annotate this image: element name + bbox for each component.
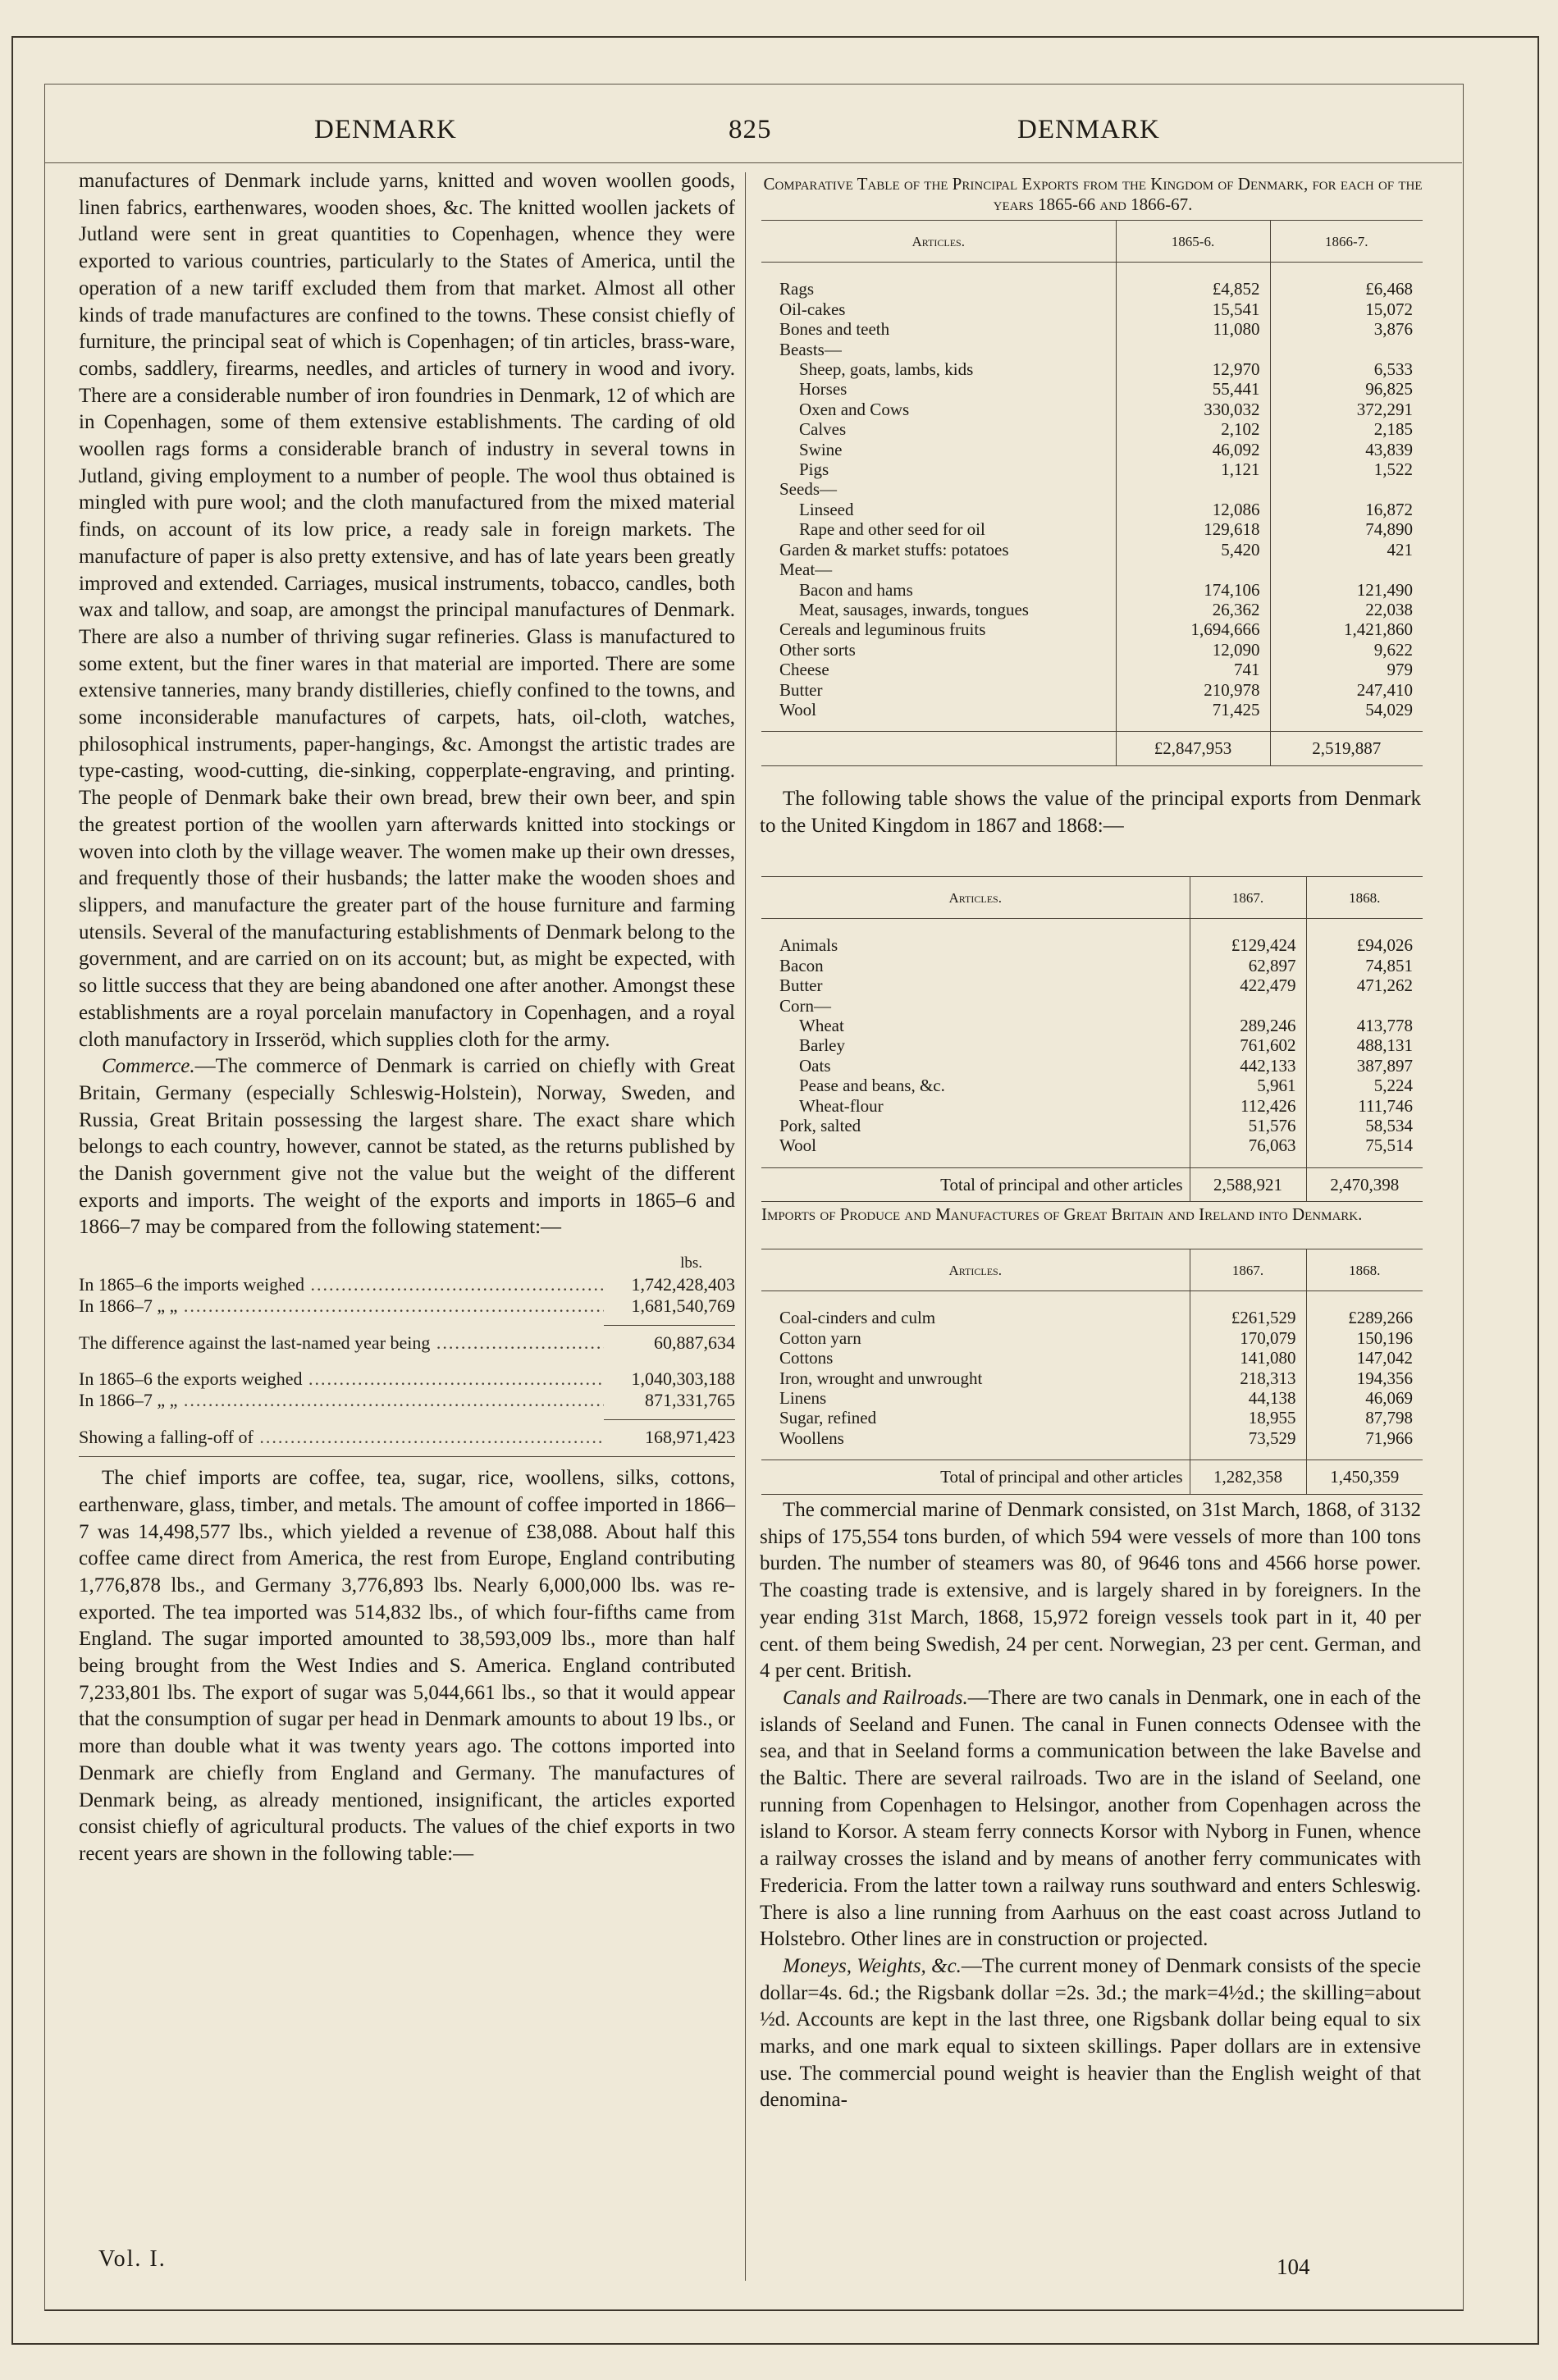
- row-label: Barley: [799, 1035, 845, 1056]
- total-year2: 2,519,887: [1270, 732, 1423, 765]
- row-value-year1: 55,441: [1116, 379, 1270, 399]
- table-row: [761, 1016, 1423, 1035]
- row-label: Cereals and leguminous fruits: [779, 619, 986, 640]
- row-value-year1: 129,618: [1116, 519, 1270, 539]
- table-row: [761, 919, 1423, 956]
- row-value-year1: 761,602: [1190, 1035, 1306, 1055]
- row-label: Garden & market stuffs: potatoes: [779, 539, 1009, 560]
- row-value-year1: 2,102: [1116, 419, 1270, 439]
- statement-row: In 1865–6 the exports weighed ..... 1,040,303,188: [79, 1368, 735, 1390]
- table-row: [761, 1388, 1423, 1408]
- total-year2: 1,450,359: [1306, 1460, 1423, 1494]
- row-value-year2: 74,890: [1270, 519, 1423, 539]
- table-row: [761, 1056, 1423, 1076]
- table-row: [761, 299, 1423, 319]
- row-value-year1: 141,080: [1190, 1348, 1306, 1368]
- statement-row: In 1865–6 the imports weighed ..... 1,742,428,403: [79, 1274, 735, 1295]
- table3-header-year2: 1868.: [1306, 1249, 1423, 1291]
- statement-row: In 1866–7 „ „ ..... 1,681,540,769: [79, 1295, 735, 1317]
- row-value-year1: 44,138: [1190, 1388, 1306, 1408]
- table-row: [761, 619, 1423, 639]
- row-label: Pease and beans, &c.: [799, 1076, 945, 1096]
- row-label: Other sorts: [779, 639, 856, 660]
- row-value-year2: 2,185: [1270, 419, 1423, 439]
- statement-unit: lbs.: [680, 1254, 702, 1272]
- row-value-year1: 218,313: [1190, 1368, 1306, 1388]
- row-label: Rags: [779, 279, 814, 299]
- table-row: [761, 400, 1423, 419]
- total-label: Total of principal and other articles: [761, 1460, 1190, 1494]
- row-value-year1: 330,032: [1116, 400, 1270, 419]
- row-value-year2: 16,872: [1270, 500, 1423, 519]
- row-value-year2: £6,468: [1270, 263, 1423, 299]
- row-value-year1: 71,425: [1116, 700, 1270, 732]
- weight-statement: [79, 1253, 735, 1457]
- row-value-year1: £4,852: [1116, 263, 1270, 299]
- row-label: Linseed: [799, 499, 854, 519]
- table-row: [761, 600, 1423, 619]
- row-value-year1: £129,424: [1190, 919, 1306, 956]
- row-label: Wheat: [799, 1016, 844, 1036]
- table-row: [761, 479, 1423, 499]
- row-value-year1: 76,063: [1190, 1135, 1306, 1167]
- page-number: 825: [729, 115, 772, 144]
- row-label: Cheese: [779, 660, 829, 680]
- row-label: Cotton yarn: [779, 1327, 861, 1348]
- table-row: [761, 359, 1423, 379]
- row-value-year1: 422,479: [1190, 975, 1306, 995]
- canals-text: —There are two canals in Denmark, one in each of the islands of Seeland and Funen. The canal in Funen connects Odensee with the sea, and that in Seeland forms a communication between the lake Bavelse and the Baltic. There are several railroads. Two are in the island of Seeland, one running from Copenhagen to Helsingor, another from Copenhagen across the island to Korsor. A steam ferry connects Korsor with Nyborg in Funen, whence a railway crosses the island and by means of another ferry communicates with Fredericia. From the latter town a railway runs southward and enters Schleswig. There is also a line running from Aarhuus on the east coast across Jutland to Holstebro. Other lines are in construction or projected.: [760, 1686, 1421, 1951]
- row-value-year2: [1270, 560, 1423, 579]
- row-value-year2: 9,622: [1270, 640, 1423, 660]
- row-value-year2: 3,876: [1270, 319, 1423, 339]
- row-label: Seeds—: [779, 479, 837, 500]
- table-row: [761, 1368, 1423, 1388]
- moneys-paragraph: [760, 1953, 1421, 2114]
- row-label: Pigs: [799, 459, 829, 480]
- table-row: [761, 379, 1423, 399]
- statement-row: Showing a falling-off of ..... 168,971,423: [79, 1427, 735, 1448]
- row-label: Bacon and hams: [799, 579, 913, 600]
- total-year1: 2,588,921: [1190, 1167, 1306, 1201]
- table-row: [761, 500, 1423, 519]
- volume-mark: Vol. I.: [98, 2246, 167, 2272]
- row-value-year1: 5,961: [1190, 1076, 1306, 1095]
- row-label: Meat, sausages, inwards, tongues: [799, 599, 1029, 619]
- row-value-year2: 387,897: [1306, 1056, 1423, 1076]
- row-label: Sugar, refined: [779, 1408, 877, 1428]
- total-label: Total of principal and other articles: [761, 1167, 1190, 1201]
- table-row: [761, 1135, 1423, 1167]
- row-value-year1: 170,079: [1190, 1328, 1306, 1348]
- row-value-year1: 1,121: [1116, 459, 1270, 479]
- table3-header-year1: 1867.: [1190, 1249, 1306, 1291]
- row-value-year1: 741: [1116, 660, 1270, 679]
- signature-mark: 104: [1277, 2254, 1310, 2279]
- row-value-year1: 5,420: [1116, 540, 1270, 560]
- row-value-year2: 54,029: [1270, 700, 1423, 732]
- row-label: Oil-cakes: [779, 299, 846, 319]
- row-value-year1: 18,955: [1190, 1408, 1306, 1428]
- row-value-year1: 51,576: [1190, 1116, 1306, 1135]
- row-label: Beasts—: [779, 339, 842, 359]
- row-value-year2: 6,533: [1270, 359, 1423, 379]
- row-label: Calves: [799, 419, 847, 440]
- row-label: Oats: [799, 1055, 831, 1076]
- table2-header-year2: 1868.: [1306, 877, 1423, 919]
- manufactures-paragraph: manufactures of Denmark include yarns, knitted and woven woollen goods, linen fabrics, earthenwares, wooden shoes, &c. The knitted woollen jackets of Jutland were sent in great quantities to Copenhagen, whence they were exported to various countries, particularly to the States of America, until the operation of a new tariff excluded them from that market. Almost all other kinds of trade manufactures are confined to the towns. These consist chiefly of furniture, the principal seat of which is Copenhagen; of tin articles, brass-ware, combs, saddlery, firearms, needles, and articles of turnery in wood and ivory. There are a considerable number of iron foundries in Denmark, 12 of which are in Copenhagen, some of them extensive establishments. The carding of old woollen rags forms a considerable branch of industry in several towns in Jutland, giving employment to a number of people. The wool thus obtained is mingled with pure wool; and the cloth manufactured from the mixed material finds, on account of its low price, a ready sale in foreign markets. The manufacture of paper is also pretty extensive, and has of late years been greatly improved and extended. Carriages, musical instruments, tobacco, candles, both wax and tallow, and soap, are amongst the principal manufactures of Denmark. There are also a number of thriving sugar refineries. Glass is manufactured to some extent, but the finer wares in that material are imported. There are some extensive tanneries, many brandy distilleries, chiefly confined to the towns, and some inconsiderable manufactures of carpets, hats, oil-cloth, watches, philosophical instruments, paper-hangings, &c. Amongst the artistic trades are type-casting, wood-cutting, die-sinking, copperplate-engraving, and printing. The people of Denmark bake their own bread, brew their own beer, and spin the greatest portion of the woollen yarn afterwards knitted into stockings or woven into cloth by the village weaver. The women make up their own dresses, and frequently those of their husbands; the latter make the wooden shoes and slippers, and manufacture the greater part of the house furniture and farming utensils. Several of the manufacturing establishments of Denmark belong to the government, and are carried on on its account; but, as might be expected, with so little success that they are being abandoned one after another. Amongst these establishments are a royal porcelain manufactory in Copenhagen, and a royal cloth manufactory in Irsseröd, which supplies cloth for the army.: [79, 170, 735, 1051]
- row-value-year2: 471,262: [1306, 975, 1423, 995]
- total-row: [761, 1167, 1423, 1201]
- row-value-year2: 1,522: [1270, 459, 1423, 479]
- row-value-year2: £94,026: [1306, 919, 1423, 956]
- uk-exports-intro: The following table shows the value of the principal exports from Denmark to the United Kingdom in 1867 and 1868:—: [760, 788, 1421, 837]
- row-value-year1: 62,897: [1190, 956, 1306, 975]
- row-value-year2: 372,291: [1270, 400, 1423, 419]
- table-row: [761, 419, 1423, 439]
- marine-paragraph: The commercial marine of Denmark consisted, on 31st March, 1868, of 3132 ships of 175,554 tons burden, of which 594 were vessels of more than 100 tons burden. The number of steamers was 80, of 9646 tons and 4566 horse power. The coasting trade is extensive, and is largely shared in by foreigners. In the year ending 31st March, 1868, 15,972 foreign vessels took part in it, 40 per cent. of them being Swedish, 24 per cent. Norwegian, 23 per cent. German, and 4 per cent. British.: [760, 1499, 1421, 1683]
- row-value-year2: 147,042: [1306, 1348, 1423, 1368]
- row-value-year2: £289,266: [1306, 1291, 1423, 1328]
- row-value-year2: [1270, 479, 1423, 499]
- table1-header-articles: Articles.: [761, 221, 1116, 263]
- row-value-year2: 15,072: [1270, 299, 1423, 319]
- row-value-year1: 46,092: [1116, 440, 1270, 459]
- statement-row: In 1866–7 „ „ ..... 871,331,765: [79, 1390, 735, 1411]
- row-value-year2: 111,746: [1306, 1096, 1423, 1116]
- uk-exports-table: [761, 876, 1423, 1202]
- table-row: [761, 680, 1423, 700]
- statement-rule: [604, 1325, 735, 1326]
- commerce-heading: Commerce.: [102, 1055, 195, 1078]
- row-label: Linens: [779, 1388, 827, 1409]
- moneys-heading: Moneys, Weights, &c.: [783, 1954, 962, 1977]
- row-value-year1: [1116, 479, 1270, 499]
- row-value-year2: 979: [1270, 660, 1423, 679]
- table-row: [761, 1291, 1423, 1328]
- row-label: Cottons: [779, 1348, 834, 1368]
- table2-header-articles: Articles.: [761, 877, 1190, 919]
- total-row: [761, 732, 1423, 765]
- row-label: Animals: [779, 935, 838, 956]
- row-value-year1: 289,246: [1190, 1016, 1306, 1035]
- table1-header-year1: 1865-6.: [1116, 221, 1270, 263]
- row-label: Bacon: [779, 955, 824, 975]
- row-value-year1: 26,362: [1116, 600, 1270, 619]
- row-value-year1: 210,978: [1116, 680, 1270, 700]
- total-year2: 2,470,398: [1306, 1167, 1423, 1201]
- row-value-year1: £261,529: [1190, 1291, 1306, 1328]
- row-value-year1: [1116, 560, 1270, 579]
- header-rule: [44, 162, 1462, 163]
- table-row: [761, 956, 1423, 975]
- row-label: Coal-cinders and culm: [779, 1308, 936, 1328]
- row-label: Horses: [799, 379, 848, 400]
- table-row: [761, 560, 1423, 579]
- row-value-year1: 442,133: [1190, 1056, 1306, 1076]
- row-value-year1: [1190, 996, 1306, 1016]
- row-value-year2: 194,356: [1306, 1368, 1423, 1388]
- table-row: [761, 319, 1423, 339]
- table-row: [761, 1076, 1423, 1095]
- row-label: Oxen and Cows: [799, 399, 910, 419]
- row-label: Wool: [779, 1135, 816, 1156]
- uk-imports-table: [761, 1249, 1423, 1495]
- table-row: [761, 660, 1423, 679]
- table-row: [761, 1428, 1423, 1460]
- row-label: Butter: [779, 679, 823, 700]
- left-column: [79, 168, 735, 1868]
- running-head-right: DENMARK: [1017, 115, 1160, 144]
- row-label: Wool: [779, 699, 816, 719]
- row-value-year2: 43,839: [1270, 440, 1423, 459]
- total-row: [761, 1460, 1423, 1494]
- total-label: [761, 732, 1116, 765]
- row-value-year1: [1116, 340, 1270, 359]
- imports-paragraph: The chief imports are coffee, tea, sugar, rice, woollens, silks, cottons, earthenware, glass, timber, and metals. The amount of coffee imported in 1866–7 was 14,498,577 lbs., which yielded a revenue of £38,088. About half this coffee came direct from America, the rest from Europe, England contributing 1,776,878 lbs., and Germany 3,776,893 lbs. Nearly 6,000,000 lbs. was re-exported. The tea imported was 514,832 lbs., of which four-fifths came from England. The sugar imported amounted to 38,593,009 lbs., more than half being brought from the West Indies and S. America. England contributed 7,233,801 lbs. The export of sugar was 5,044,661 lbs., so that it would appear that the consumption of sugar per head in Denmark amounts to about 19 lbs., or more than double what it was twenty years ago. The cottons imported into Denmark are chiefly from England and Germany. The manufactures of Denmark being, as already mentioned, insignificant, the articles exported consist chiefly of agricultural products. The values of the chief exports in two recent years are shown in the following table:—: [79, 1467, 735, 1865]
- row-label: Wheat-flour: [799, 1095, 884, 1116]
- statement-rule: [604, 1419, 735, 1420]
- row-value-year2: 96,825: [1270, 379, 1423, 399]
- row-label: Sheep, goats, lambs, kids: [799, 359, 974, 380]
- row-value-year2: 150,196: [1306, 1328, 1423, 1348]
- commerce-text: —The commerce of Denmark is carried on chiefly with Great Britain, Germany (especially Schleswig-Holstein), Norway, Sweden, and Russia, Great Britain possessing the largest share. The exact share which belongs to each country, however, cannot be stated, as the returns published by the Danish government give not the value but the weight of the different exports and imports. The weight of the exports and imports in 1865–6 and 1866–7 may be compared from the following statement:—: [79, 1055, 735, 1239]
- row-label: Rape and other seed for oil: [799, 519, 985, 540]
- canals-heading: Canals and Railroads.: [783, 1686, 968, 1709]
- table-row: [761, 640, 1423, 660]
- moneys-text: —The current money of Denmark consists of the specie dollar=4s. 6d.; the Rigsbank dollar =2s. 3d.; the mark=4½d.; the skilling=about ½d. Accounts are kept in the last three, one Rigsbank dollar being equal to six marks, and one mark equal to sixteen skillings. Paper dollars are in extensive use. The commercial pound weight is heavier than the English weight of that denomina-: [760, 1954, 1421, 2112]
- row-label: Corn—: [779, 995, 831, 1016]
- row-value-year2: 5,224: [1306, 1076, 1423, 1095]
- row-value-year2: 58,534: [1306, 1116, 1423, 1135]
- table-row: [761, 340, 1423, 359]
- exports-table: [761, 220, 1423, 766]
- row-value-year2: 46,069: [1306, 1388, 1423, 1408]
- table-row: [761, 263, 1423, 299]
- table2-header-year1: 1867.: [1190, 877, 1306, 919]
- table-row: [761, 1116, 1423, 1135]
- table-row: [761, 1408, 1423, 1428]
- row-value-year1: 12,086: [1116, 500, 1270, 519]
- table-row: [761, 1035, 1423, 1055]
- table3-header-articles: Articles.: [761, 1249, 1190, 1291]
- row-value-year2: 87,798: [1306, 1408, 1423, 1428]
- row-label: Swine: [799, 439, 843, 459]
- row-value-year1: 15,541: [1116, 299, 1270, 319]
- row-value-year2: 71,966: [1306, 1428, 1423, 1460]
- table-row: [761, 540, 1423, 560]
- row-value-year2: [1270, 340, 1423, 359]
- total-year1: £2,847,953: [1116, 732, 1270, 765]
- column-divider: [745, 172, 746, 2281]
- row-value-year2: 413,778: [1306, 1016, 1423, 1035]
- table-row: [761, 1328, 1423, 1348]
- right-column: [760, 1497, 1421, 2114]
- mid-column: [760, 786, 1421, 839]
- row-value-year2: 421: [1270, 540, 1423, 560]
- row-label: Woollens: [779, 1428, 844, 1448]
- row-value-year1: 112,426: [1190, 1096, 1306, 1116]
- row-label: Meat—: [779, 560, 833, 580]
- row-value-year1: 12,970: [1116, 359, 1270, 379]
- row-value-year1: 174,106: [1116, 580, 1270, 600]
- row-value-year2: 1,421,860: [1270, 619, 1423, 639]
- table-row: [761, 440, 1423, 459]
- row-value-year1: 1,694,666: [1116, 619, 1270, 639]
- table-row: [761, 700, 1423, 732]
- row-label: Iron, wrought and unwrought: [779, 1368, 983, 1388]
- row-label: Butter: [779, 975, 823, 996]
- statement-row: The difference against the last-named year being ..... 60,887,634: [79, 1332, 735, 1354]
- table1-header-year2: 1866-7.: [1270, 221, 1423, 263]
- row-value-year2: [1306, 996, 1423, 1016]
- canals-paragraph: [760, 1685, 1421, 1953]
- row-value-year1: 12,090: [1116, 640, 1270, 660]
- table-row: [761, 580, 1423, 600]
- row-label: Pork, salted: [779, 1116, 861, 1136]
- table-row: [761, 996, 1423, 1016]
- running-head-left: DENMARK: [314, 115, 457, 144]
- statement-rule: [79, 1456, 735, 1457]
- row-value-year2: 22,038: [1270, 600, 1423, 619]
- row-value-year1: 73,529: [1190, 1428, 1306, 1460]
- row-value-year1: 11,080: [1116, 319, 1270, 339]
- total-year1: 1,282,358: [1190, 1460, 1306, 1494]
- table-row: [761, 1096, 1423, 1116]
- row-label: Bones and teeth: [779, 319, 890, 340]
- table-row: [761, 1348, 1423, 1368]
- row-value-year2: 247,410: [1270, 680, 1423, 700]
- table-row: [761, 975, 1423, 995]
- row-value-year2: 488,131: [1306, 1035, 1423, 1055]
- table3-caption: Imports of Produce and Manufactures of Great Britain and Ireland into Denmark.: [761, 1204, 1363, 1224]
- row-value-year2: 74,851: [1306, 956, 1423, 975]
- table-row: [761, 519, 1423, 539]
- table1-caption: Comparative Table of the Principal Exports from the Kingdom of Denmark, for each of the years 1865-66 and 1866-67.: [763, 174, 1423, 214]
- row-value-year2: 75,514: [1306, 1135, 1423, 1167]
- table-row: [761, 459, 1423, 479]
- row-value-year2: 121,490: [1270, 580, 1423, 600]
- commerce-paragraph: [79, 1053, 735, 1241]
